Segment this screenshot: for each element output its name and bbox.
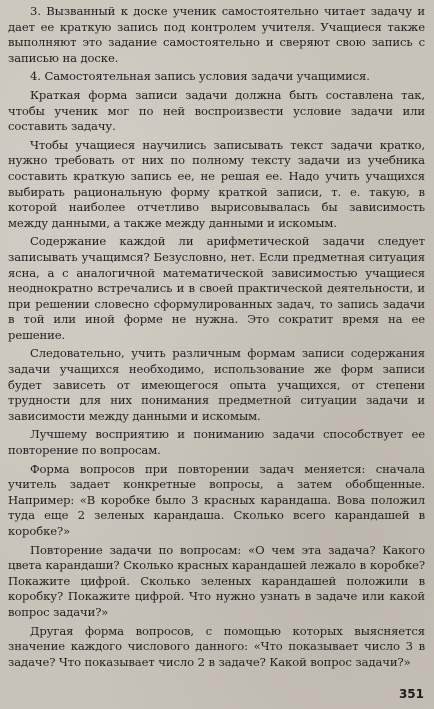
paragraph-teaching-short-record: Чтобы учащиеся научились записывать текст задачи кратко, нужно требовать от них по полному тексту задачи из учебника составить краткую запись ее, не решая ее. Надо учить учащихся выбирать рациональную форму краткой записи, т. е. такую, в которой наиболее отчетливо вырисовывалась бы зависимость между данными, а также между данными и искомым. xyxy=(8,137,425,230)
paragraph-short-form: Краткая форма записи задачи должна быть составлена так, чтобы ученик мог по ней воспроизвести условие задачи или составить задачу. xyxy=(8,87,425,134)
paragraph-content-recording: Содержание каждой ли арифметической задачи следует записывать учащимся? Безусловно, нет. Если предметная ситуация ясна, а с аналогичной математической зависимостью учащиеся неоднократно встречались и в своей практической деятельности, и при решении словесно сформулированных задач, то запись задачи в той или иной форме не нужна. Это сократит время на ее решение. xyxy=(8,234,425,342)
paragraph-consequently: Следовательно, учить различным формам записи содержания задачи учащихся необходимо, использование же форм записи будет зависеть от имеющегося опыта учащихся, от степени трудности для них понимания предметной ситуации задачи и зависимости между данными и искомым. xyxy=(8,346,425,423)
paragraph-other-form: Другая форма вопросов, с помощью которых выясняется значение каждого числового данного: «Что показывает число 3 в задаче? Что показывает число 2 в задаче? Какой вопрос задачи?» xyxy=(8,623,425,669)
paragraph-repetition: Лучшему восприятию и пониманию задачи способствует ее повторение по вопросам. xyxy=(8,427,425,458)
paragraph-repetition-example: Повторение задачи по вопросам: «О чем эта задача? Какого цвета карандаши? Сколько красных карандашей лежало в коробке? Покажите цифрой. Сколько зеленых карандашей положили в коробку? Покажите цифрой. Что нужно узнать в задаче или какой вопрос задачи?» xyxy=(8,542,425,619)
paragraph-question-forms: Форма вопросов при повторении задач меняется: сначала учитель задает конкретные вопросы, а затем обобщенные. Например: «В коробке было 3 красных карандаша. Вова положил туда еще 2 зеленых карандаша. Сколько всего карандашей в коробке?» xyxy=(8,461,425,538)
paragraph-step-4: 4. Самостоятельная запись условия задачи учащимися. xyxy=(30,69,370,84)
page-number: 351 xyxy=(398,687,424,701)
paragraph-step-3: 3. Вызванный к доске ученик самостоятельно читает задачу и дает ее краткую запись под контролем учителя. Учащиеся также выполняют это задание самостоятельно и сверяют свою запись с записью на доске. xyxy=(8,4,425,65)
